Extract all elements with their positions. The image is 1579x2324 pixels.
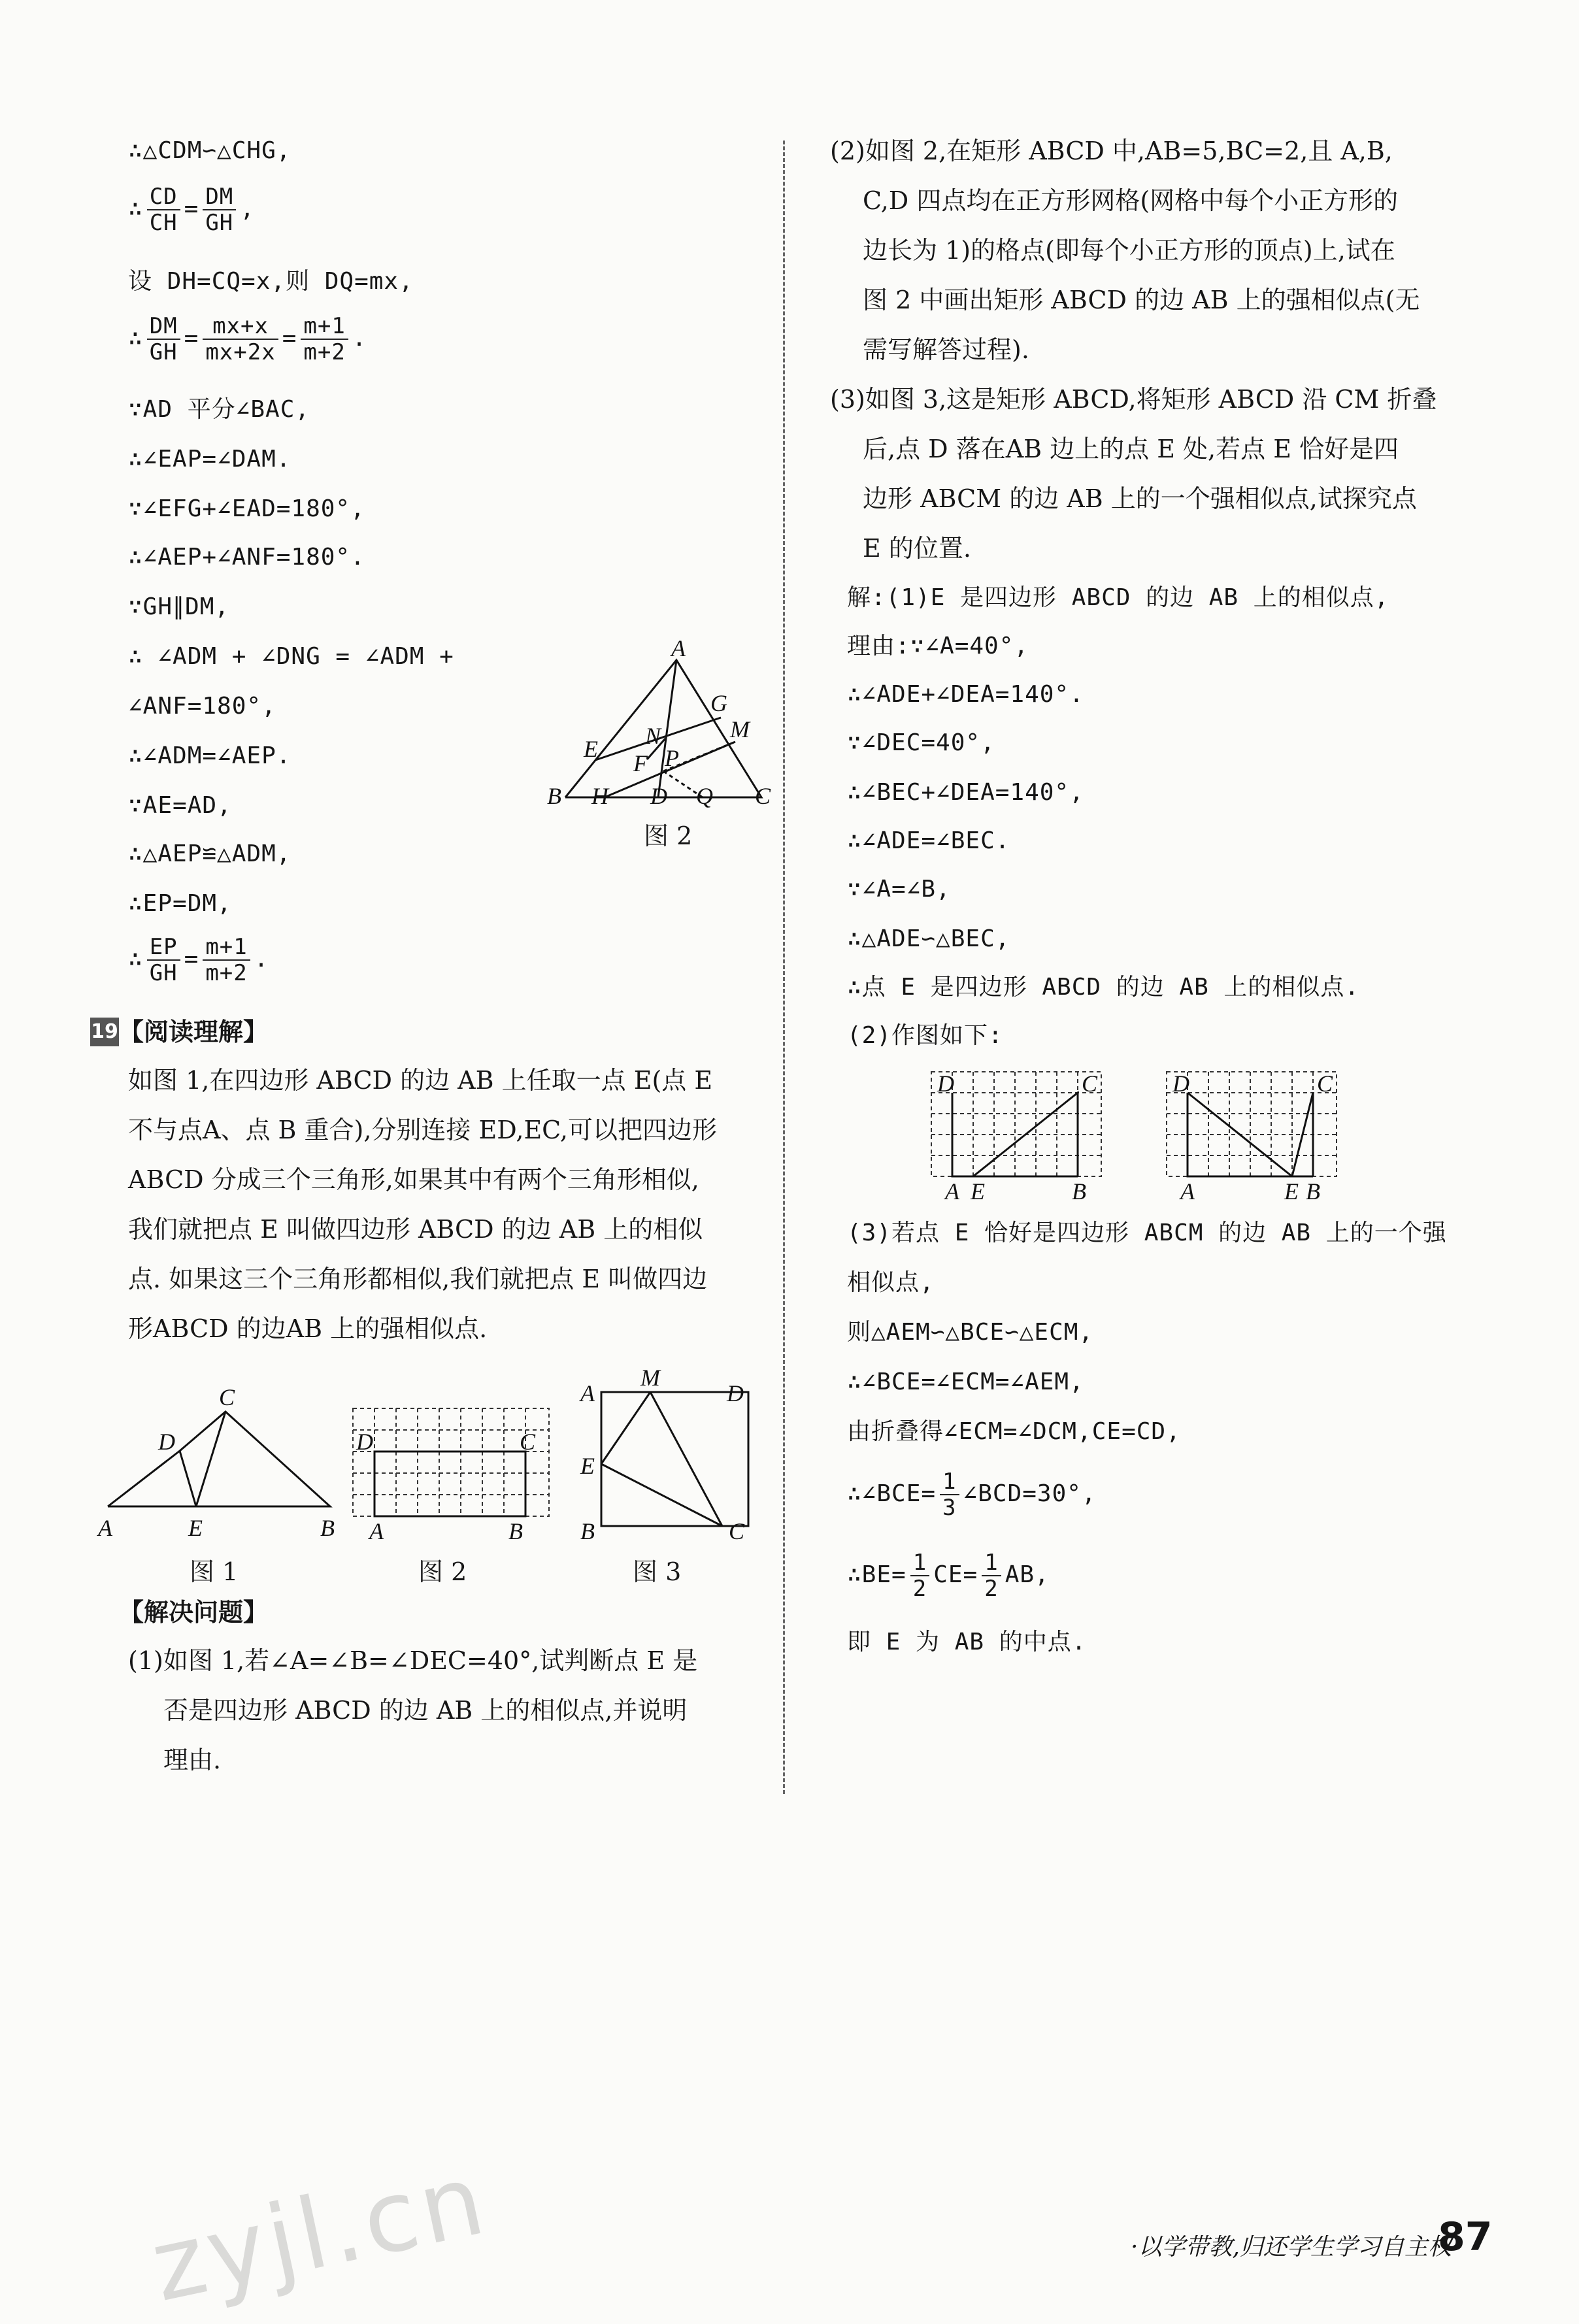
sub-q2-line-2: C,D 四点均在正方形网格(网格中每个小正方形的 — [863, 186, 1399, 215]
proof-line-1: ∴△CDM∽△CHG, — [128, 137, 291, 164]
segment-ec — [601, 1464, 722, 1526]
label-q: Q — [696, 783, 713, 809]
fig3-label-b: B — [580, 1518, 595, 1544]
proof-line-10: ∴ ∠ADM + ∠DNG = ∠ADM + — [128, 643, 454, 670]
proof-line-15: ∴EP=DM, — [128, 890, 232, 917]
fig2-label-a: A — [369, 1518, 384, 1544]
label-h: H — [591, 783, 608, 809]
proof-line-8: ∴∠AEP+∠ANF=180°. — [128, 544, 365, 571]
q19-text-3: ABCD 分成三个三角形,如果其中有两个三角形相似, — [128, 1165, 699, 1194]
figure-1 — [91, 1386, 353, 1549]
fig1-label-d: D — [158, 1429, 175, 1455]
sub-q3-line-1: (3)如图 3,这是矩形 ABCD,将矩形 ABCD 沿 CM 折叠 — [830, 385, 1437, 414]
fig3-label-a: A — [580, 1380, 595, 1406]
footer-motto: ·以学带教,归还学生学习自主权· — [1131, 2234, 1459, 2261]
label-a: A — [671, 640, 686, 661]
rectangle-abcd — [374, 1452, 525, 1516]
answer-line-8: ∴△ADE∽△BEC, — [847, 925, 1010, 952]
answer-line-14: ∴∠BCE=∠ECM=∠AEM, — [847, 1369, 1084, 1395]
proof-line-3: 设 DH=CQ=x,则 DQ=mx, — [128, 268, 414, 295]
proof-line-6: ∴∠EAP=∠DAM. — [128, 446, 291, 473]
answer-line-1: 解:(1)E 是四边形 ABCD 的边 AB 上的相似点, — [847, 584, 1389, 611]
section-solve: 【解决问题】 — [119, 1598, 269, 1627]
triangle-figure-caption: 图 2 — [644, 822, 693, 850]
grid2-label-c: C — [1317, 1071, 1333, 1097]
answer-line-16: ∴∠BCE= $\frac{1}{3}$ ∠BCD=30°, — [847, 1469, 1097, 1521]
column-divider — [783, 141, 785, 1794]
grid1-label-a: A — [945, 1178, 959, 1204]
fig2-label-d: D — [356, 1429, 373, 1455]
proof-line-9: ∵GH∥DM, — [128, 593, 230, 620]
segment-de — [180, 1451, 196, 1506]
grid1-label-c: C — [1082, 1071, 1098, 1097]
q19-text-5: 点. 如果这三个三角形都相似,我们就把点 E 叫做四边 — [128, 1265, 708, 1293]
sub-q1-line-2: 否是四边形 ABCD 的边 AB 上的相似点,并说明 — [163, 1696, 688, 1725]
label-d: D — [650, 783, 667, 809]
proof-line-7: ∵∠EFG+∠EAD=180°, — [128, 495, 365, 522]
proof-line-5: ∵AD 平分∠BAC, — [128, 396, 310, 423]
answer-line-15: 由折叠得∠ECM=∠DCM,CE=CD, — [847, 1418, 1181, 1445]
label-b: B — [547, 783, 561, 809]
label-p: P — [665, 745, 679, 771]
label-f: F — [633, 750, 648, 776]
sub-q1-line-3: 理由. — [163, 1746, 222, 1774]
proof-line-16: ∴ $\frac{EP}{GH}$ = $\frac{m+1}{m+2}$ . — [128, 934, 269, 986]
answer-line-18: 即 E 为 AB 的中点. — [847, 1629, 1087, 1655]
segment-mc — [650, 1392, 722, 1526]
q19-text-2: 不与点A、点 B 重合),分别连接 ED,EC,可以把四边形 — [128, 1116, 717, 1144]
figure-2 — [346, 1399, 562, 1549]
sub-q3-line-3: 边形 ABCM 的边 AB 上的一个强相似点,试探究点 — [863, 484, 1417, 513]
answer-line-17: ∴BE= $\frac{1}{2}$ CE= $\frac{1}{2}$ AB, — [847, 1550, 1050, 1602]
fig1-label-b: B — [320, 1515, 335, 1541]
answer-line-11: (3)若点 E 恰好是四边形 ABCM 的边 AB 上的一个强 — [847, 1220, 1447, 1246]
segment-ce — [196, 1412, 225, 1506]
answer-line-7: ∵∠A=∠B, — [847, 876, 951, 903]
sub-q2-line-5: 需写解答过程). — [863, 335, 1029, 364]
proof-line-11: ∠ANF=180°, — [128, 693, 276, 720]
rectangle-abcd-3 — [601, 1392, 748, 1526]
fig3-label-c: C — [729, 1518, 745, 1544]
grid2-label-d: D — [1172, 1071, 1189, 1097]
figure-3-caption: 图 3 — [633, 1557, 682, 1586]
sub-q3-line-2: 后,点 D 落在AB 边上的点 E 处,若点 E 恰好是四 — [863, 435, 1399, 463]
fig3-label-e: E — [580, 1453, 595, 1479]
fig3-label-m: M — [640, 1365, 660, 1391]
figure-2-caption: 图 2 — [418, 1557, 467, 1586]
answer-line-2: 理由:∵∠A=40°, — [847, 633, 1029, 659]
answer-line-13: 则△AEM∽△BCE∽△ECM, — [847, 1319, 1094, 1346]
grid2-label-e: E — [1284, 1178, 1299, 1204]
segment-me — [601, 1392, 650, 1464]
sub-q2-line-1: (2)如图 2,在矩形 ABCD 中,AB=5,BC=2,且 A,B, — [830, 137, 1393, 165]
q19-text-6: 形ABCD 的边AB 上的强相似点. — [128, 1314, 488, 1343]
label-g: G — [710, 690, 727, 716]
grid2-label-b: B — [1306, 1178, 1320, 1204]
section-reading: 【阅读理解】 — [119, 1018, 269, 1046]
answer-line-10: (2)作图如下: — [847, 1022, 1003, 1049]
fig2-label-c: C — [520, 1429, 536, 1455]
fig3-label-d: D — [727, 1380, 744, 1406]
answer-line-3: ∴∠ADE+∠DEA=140°. — [847, 681, 1084, 708]
grid1-label-d: D — [937, 1071, 954, 1097]
answer-grids — [922, 1065, 1366, 1216]
label-m: M — [730, 716, 750, 742]
sub-q1-line-1: (1)如图 1,若∠A=∠B=∠DEC=40°,试判断点 E 是 — [128, 1646, 698, 1675]
fig1-label-e: E — [188, 1515, 203, 1541]
grid1-label-b: B — [1072, 1178, 1086, 1204]
answer-line-5: ∴∠BEC+∠DEA=140°, — [847, 779, 1084, 806]
sub-q2-line-3: 边长为 1)的格点(即每个小正方形的顶点)上,试在 — [863, 236, 1395, 265]
figure-1-caption: 图 1 — [190, 1557, 239, 1586]
grid2-label-a: A — [1180, 1178, 1195, 1204]
proof-line-13: ∵AE=AD, — [128, 792, 232, 819]
answer-line-9: ∴点 E 是四边形 ABCD 的边 AB 上的相似点. — [847, 974, 1360, 1001]
grid1-label-e: E — [971, 1178, 985, 1204]
label-e: E — [584, 736, 598, 762]
fig1-label-a: A — [98, 1515, 112, 1541]
question-number: 19 — [90, 1018, 119, 1046]
quad-outline — [108, 1412, 330, 1506]
proof-line-14: ∴△AEP≌△ADM, — [128, 840, 291, 867]
watermark: zyjl.cn — [142, 2142, 497, 2324]
triangle-figure — [546, 640, 774, 810]
answer-line-6: ∴∠ADE=∠BEC. — [847, 827, 1010, 854]
label-c: C — [755, 783, 771, 809]
sub-q2-line-4: 图 2 中画出矩形 ABCD 的边 AB 上的强相似点(无 — [863, 286, 1420, 314]
proof-line-4: ∴ $\frac{DM}{GH}$ = $\frac{mx+x}{mx+2x}$ = $\frac{m+1}{m+2}$ . — [128, 313, 367, 365]
answer-line-12: 相似点, — [847, 1269, 935, 1296]
fig1-label-c: C — [219, 1386, 235, 1410]
answer-line-4: ∵∠DEC=40°, — [847, 729, 995, 756]
fig2-label-b: B — [508, 1518, 523, 1544]
label-n: N — [645, 723, 661, 749]
proof-line-12: ∴∠ADM=∠AEP. — [128, 742, 291, 769]
q19-text-4: 我们就把点 E 叫做四边形 ABCD 的边 AB 上的相似 — [128, 1215, 703, 1244]
page-number: 87 — [1438, 2214, 1493, 2260]
proof-line-2: ∴ $\frac{CD}{CH}$ = $\frac{DM}{GH}$ , — [128, 184, 255, 236]
q19-text-1: 如图 1,在四边形 ABCD 的边 AB 上任取一点 E(点 E — [128, 1066, 713, 1095]
figure-3 — [575, 1359, 758, 1549]
sub-q3-line-4: E 的位置. — [863, 534, 971, 563]
